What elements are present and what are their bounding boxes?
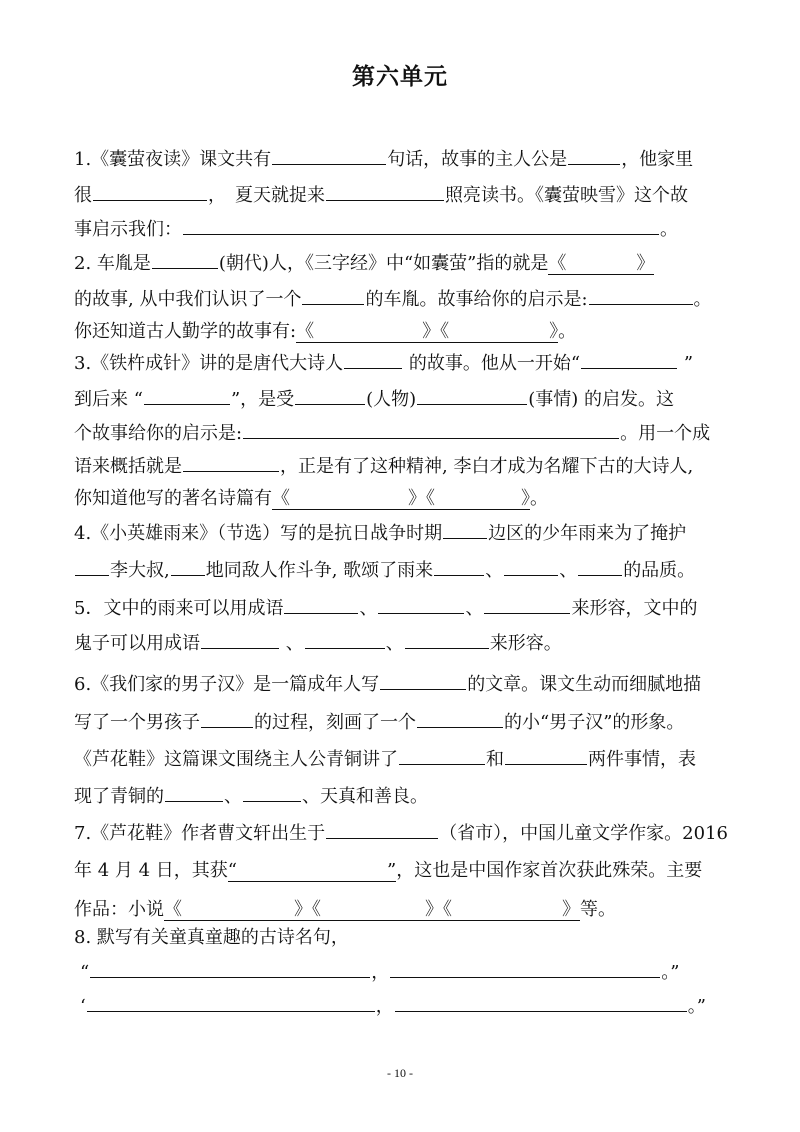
q6-line2 <box>74 711 734 735</box>
answer-blank[interactable] <box>284 597 358 614</box>
q5-text: 、 <box>280 633 304 654</box>
q7-text: 7.《芦花鞋》作者曹文轩出生于 <box>74 823 326 844</box>
answer-blank[interactable] <box>344 352 402 369</box>
answer-blank[interactable] <box>93 184 207 201</box>
page-title: 第六单元 <box>352 64 448 90</box>
q3-line2 <box>74 388 734 412</box>
page-number: - 10 - <box>387 1066 413 1080</box>
q3-text: ” <box>678 353 694 374</box>
poem-line-blank[interactable] <box>395 995 687 1012</box>
q3-text: 。用一个成 <box>620 423 711 444</box>
q6-text: 的文章。课文生动而细腻地描 <box>467 674 702 695</box>
book-bracket-close: 》 <box>636 253 655 274</box>
q5-line1 <box>74 597 734 621</box>
answer-blank[interactable] <box>75 559 109 576</box>
q6-text: 和 <box>486 749 504 770</box>
q7-line1 <box>74 822 734 846</box>
q3-line4 <box>74 455 734 479</box>
answer-blank[interactable] <box>144 388 230 405</box>
q2-line1 <box>74 252 734 276</box>
q4-text: 的品质。 <box>623 560 696 581</box>
q8-line3 <box>80 995 740 1019</box>
q2-text: 的车胤。故事给你的启示是: <box>365 289 588 310</box>
q8-line2 <box>80 961 740 985</box>
q3-text: 语来概括就是 <box>74 456 182 477</box>
q8-line1 <box>74 926 734 950</box>
q6-text: 、天真和善良。 <box>302 786 428 807</box>
q1-line2 <box>74 184 734 208</box>
q7-text: 作品：小说 <box>74 899 164 920</box>
q1-text: ， 夏天就捉来 <box>208 185 325 206</box>
q1-text: 很 <box>74 185 92 206</box>
answer-blank[interactable] <box>183 218 659 235</box>
answer-blank[interactable] <box>201 711 253 728</box>
q5-line2 <box>74 632 734 656</box>
q6-text: 《芦花鞋》这篇课文围绕主人公青铜讲了 <box>74 749 398 770</box>
q7-text: （省市），中国儿童文学作家。2016 <box>439 823 728 844</box>
q3-text: 的故事。他从一开始“ <box>403 353 581 374</box>
book-bracket-open: 《 <box>272 488 290 509</box>
book-bracket-open: 《 <box>164 899 182 920</box>
answer-blank[interactable] <box>405 632 489 649</box>
answer-blank[interactable] <box>302 288 364 305</box>
q5-text: 、 <box>385 633 404 654</box>
quote-close: 。” <box>661 962 680 983</box>
quote-open: ‘ <box>80 996 86 1017</box>
q6-text: 的过程，刻画了一个 <box>254 712 416 733</box>
answer-blank[interactable] <box>272 148 386 165</box>
q6-line3 <box>74 748 734 772</box>
q2-text: 2. 车胤是 <box>74 253 151 274</box>
answer-blank[interactable] <box>171 559 205 576</box>
q1-text: ，他家里 <box>621 149 694 170</box>
q4-text: 4.《小英雄雨来》（节选）写的是抗日战争时期 <box>74 523 443 544</box>
book-bracket-middle: 》《 <box>294 899 321 920</box>
q7-text: 年 4 月 4 日，其获 <box>74 860 228 881</box>
book-bracket-close: 》 <box>562 899 580 920</box>
q7-text: ，这也是中国作家首次获此殊荣。主要 <box>396 860 703 881</box>
q2-text: 的故事, 从中我们认识了一个 <box>74 289 302 310</box>
q6-text: 6.《我们家的男子汉》是一篇成年人写 <box>74 674 380 695</box>
answer-blank[interactable] <box>326 184 444 201</box>
answer-blank[interactable] <box>443 522 487 539</box>
q1-text: 事启示我们： <box>74 219 182 240</box>
q6-text: 写了一个男孩子 <box>74 712 200 733</box>
q3-text: 3.《铁杵成针》讲的是唐代大诗人 <box>74 353 344 374</box>
answer-blank[interactable] <box>243 422 619 439</box>
answer-blank[interactable] <box>183 455 279 472</box>
q3-text: ”，是受 <box>230 389 295 410</box>
q5-text: 鬼子可以用成语 <box>74 633 200 654</box>
q4-line2 <box>74 559 734 583</box>
q3-text: 到后来 “ <box>74 389 143 410</box>
answer-blank[interactable] <box>505 748 587 765</box>
q3-text: (事情) 的启发。这 <box>528 389 674 410</box>
award-blank[interactable] <box>228 860 396 882</box>
q3-text: 个故事给你的启示是: <box>74 423 243 444</box>
q4-text: 李大叔, <box>110 560 170 581</box>
quote-open: “ <box>80 962 90 983</box>
q2-text: 。 <box>558 321 577 342</box>
q6-text: 、 <box>224 786 242 807</box>
q2-line3 <box>74 320 734 344</box>
q1-text: 照亮读书。《囊萤映雪》这个故 <box>445 185 688 206</box>
q1-text: 1.《囊萤夜读》课文共有 <box>74 149 272 170</box>
title-blank[interactable] <box>548 253 654 275</box>
q6-text: 的小“男子汉”的形象。 <box>504 712 685 733</box>
quote-open: “ <box>227 860 237 881</box>
book-bracket-open: 《 <box>548 253 567 274</box>
answer-blank[interactable] <box>243 785 301 802</box>
book-bracket-middle: 》《 <box>422 321 450 342</box>
q1-line3 <box>74 218 734 242</box>
q6-text: 现了青铜的 <box>74 786 164 807</box>
q4-text: 地同敌人作斗争, 歌颂了雨来 <box>205 560 434 581</box>
q2-line2 <box>74 288 734 312</box>
q4-line1 <box>74 522 734 546</box>
q5-text: 、 <box>359 598 378 619</box>
q8-text: ， <box>371 962 390 983</box>
answer-blank[interactable] <box>152 252 218 269</box>
q1-line1 <box>74 148 734 172</box>
q7-line2 <box>74 859 734 883</box>
poem-line-blank[interactable] <box>390 961 660 978</box>
answer-blank[interactable] <box>165 785 223 802</box>
answer-blank[interactable] <box>581 352 677 369</box>
q7-line3 <box>74 898 734 922</box>
answer-blank[interactable] <box>568 148 620 165</box>
q5-text: 来形容。 <box>489 633 562 654</box>
q2-text: 。 <box>693 289 712 310</box>
book-bracket-close: 》 <box>549 321 559 342</box>
answer-blank[interactable] <box>399 748 485 765</box>
q3-text: 。 <box>530 488 548 509</box>
answer-blank[interactable] <box>504 559 558 576</box>
answer-blank[interactable] <box>578 559 622 576</box>
q1-text: 句话，故事的主人公是 <box>387 149 568 170</box>
answer-blank[interactable] <box>380 673 466 690</box>
q4-text: 、 <box>559 560 578 581</box>
q8-text: 8. 默写有关童真童趣的古诗名句， <box>74 927 349 948</box>
quote-close: 。” <box>687 996 706 1017</box>
q2-text: 你还知道古人勤学的故事有: <box>74 321 297 342</box>
q2-text: (朝代)人，《三字经》中“如囊萤”指的就是 <box>218 253 549 274</box>
q3-text: ，正是有了这种精神, 李白才成为名耀下古的大诗人, <box>280 456 694 477</box>
answer-blank[interactable] <box>417 711 503 728</box>
title-blank[interactable] <box>272 488 530 510</box>
q6-line4 <box>74 785 734 809</box>
answer-blank[interactable] <box>295 388 365 405</box>
answer-blank[interactable] <box>326 822 438 839</box>
q3-line5 <box>74 487 734 511</box>
title-blank[interactable] <box>164 899 580 921</box>
book-bracket-open: 《 <box>296 321 315 342</box>
answer-blank[interactable] <box>378 597 464 614</box>
book-bracket-middle: 》《 <box>408 488 435 509</box>
title-blank[interactable] <box>296 321 558 343</box>
book-bracket-close: 》 <box>521 488 530 509</box>
poem-line-blank[interactable] <box>90 961 370 978</box>
q1-text: 。 <box>660 219 678 240</box>
q3-line3 <box>74 422 734 446</box>
q3-text: (人物) <box>366 389 417 410</box>
q7-text: 等。 <box>580 899 616 920</box>
q4-text: 边区的少年雨来为了掩护 <box>488 523 687 544</box>
answer-blank[interactable] <box>417 388 527 405</box>
q8-text: ， <box>375 996 394 1017</box>
q5-text: 来形容，文中的 <box>571 598 698 619</box>
answer-blank[interactable] <box>201 632 279 649</box>
answer-blank[interactable] <box>305 632 385 649</box>
q4-text: 、 <box>485 560 504 581</box>
answer-blank[interactable] <box>589 288 693 305</box>
poem-line-blank[interactable] <box>87 995 375 1012</box>
answer-blank[interactable] <box>484 597 570 614</box>
answer-blank[interactable] <box>434 559 484 576</box>
q3-text: 你知道他写的著名诗篇有 <box>74 488 272 509</box>
q5-text: 5．文中的雨来可以用成语 <box>74 598 284 619</box>
q6-line1 <box>74 673 734 697</box>
q6-text: 两件事情，表 <box>588 749 696 770</box>
q3-line1 <box>74 352 734 376</box>
q5-text: 、 <box>465 598 484 619</box>
quote-close: ” <box>387 860 397 881</box>
book-bracket-middle: 》《 <box>425 899 452 920</box>
